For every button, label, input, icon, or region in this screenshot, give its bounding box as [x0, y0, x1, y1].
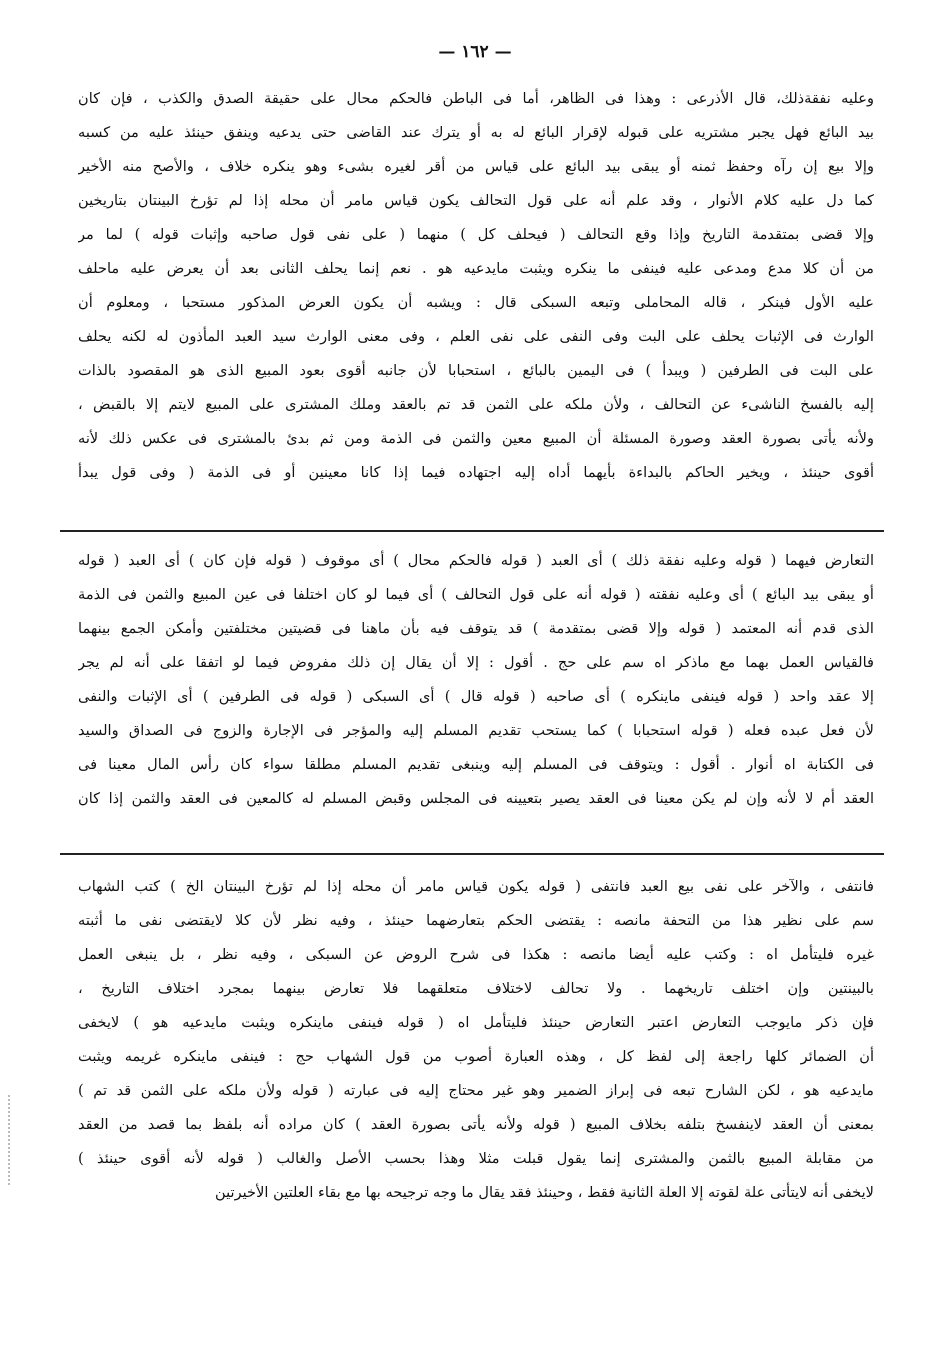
commentary-line: التعارض فيهما ( قوله وعليه نفقة ذلك ) أى العبد ( قوله فالحكم محال ) أى موقوف ( قوله فإن كان ) أى العبد ( قوله: [78, 552, 874, 569]
main-line: على البت فى الطرفين ( ويبدأ ) فى اليمين بالبائع ، استحبابا لأن جانبه أقوى بعود المبيع الذى هو المقصود بالذات: [78, 362, 874, 379]
commentary-line: إلا عقد واحد ( قوله فينفى ماينكره ) أى صاحبه ( قوله قال ) أى السبكى ( قوله فى الطرفين ) أى الإثبات والنفى: [78, 688, 874, 705]
commentary-line: من مقابلة المبيع بالثمن والمشترى إنما يقول قبلت مثلا وهذا بحسب الأصل والغالب ( قوله لأنه أقوى حينئذ ): [78, 1150, 874, 1167]
commentary-line: مايدعيه هو ، لكن الشارح تبعه فى إبراز الضمير وهو غير محتاج إليه فى عبارته ( قوله ولأن ملكه على الثمن قد تم ): [78, 1082, 874, 1099]
main-line: بيد البائع فهل يجبر مشتريه على قبوله لإقرار البائع له به أو يترك عند القاضى حتى يدعيه وينفق حينئذ عليه من كسبه: [78, 124, 874, 141]
commentary-line: لأن فعل عبده فعله ( قوله استحبابا ) كما يستحب تقديم المسلم إليه والمؤجر فى الإجارة والزوج فى الصداق والسيد: [78, 722, 874, 739]
commentary-line: أن الضمائر كلها راجعة إلى لفظ كل ، وهذه العبارة أصوب من قول الشهاب حج : فينفى ماينكره غريمه ويثبت: [78, 1048, 874, 1065]
commentary-line: بمعنى أن العقد لاينفسخ بتلفه بخلاف المبيع ( قوله ولأنه يأتى بصورة العقد ) كان مراده أنه بلفظ بما قصد من العقد: [78, 1116, 874, 1133]
main-line: كما دل عليه كلام الأنوار ، وقد علم أنه على قول التحالف يكون قياس مامر أن محله إذا لم تؤرخ البينتان بتاريخين: [78, 192, 874, 209]
page-number: — ١٦٢ —: [438, 42, 512, 62]
commentary-block-1: [78, 544, 874, 816]
commentary-line: الذى قدم أنه المعتمد ( قوله وإلا قضى بمتقدمة ) قد يتوقف فيه بأن ماهنا فى قضيتين مختلفتين وأمكن الجمع بينهما: [78, 620, 874, 637]
main-line: أقوى حينئذ ، ويخير الحاكم بالبداءة بأيهما أداه إليه اجتهاده فيما إذا كانا معينين أو فى الذمة ( وفى قول يبدأ: [78, 464, 874, 481]
main-line: وعليه نفقةذلك، قال الأذرعى : وهذا فى الظاهر، أما فى الباطن فالحكم محال على حقيقة الصدق والكذب ، فإن كان: [78, 90, 874, 107]
main-line: وإلا قضى بمتقدمة التاريخ وإذا وقع التحالف ( فيحلف كل ) منهما ( على نفى قول صاحبه وإثبات قوله ) لما مر: [78, 226, 874, 243]
commentary-line: لايخفى أنه لايتأتى علة لقوته إلا العلة الثانية فقط ، وحينئذ فقد يقال ما وجه ترجيحه بها مع بقاء العلتين الأخيرتين: [215, 1184, 874, 1201]
commentary-line: بالبينتين وإن اختلف تاريخهما . ولا تحالف لاختلاف متعلقهما فلا تعارض بينهما بمجرد اختلاف التاريخ ،: [78, 980, 874, 997]
main-line: من أن كلا مدع ومدعى عليه فينفى ما ينكره ويثبت مايدعيه هو . نعم إنما يحلف الثانى بعد أن يعرض عليه ماحلف: [78, 260, 874, 277]
scan-edge-mark: [8, 1095, 20, 1185]
commentary-line: أو يبقى بيد البائع ) أى وعليه نفقته ( قوله أنه على قول التحالف ) أى فيما لو كان اختلفا فى عين المبيع والثمن فى الذمة: [78, 586, 874, 603]
commentary-line: العقد أم لا لأنه وإن لم يكن معينا فى العقد يصير بتعيينه فى المجلس وقبض المسلم له كالمعين فى العقد والثمن إذا كان: [78, 790, 874, 807]
commentary-line: فى الكتابة اه أنوار . أقول : ويتوقف فى المسلم إليه وينبغى تقديم المسلم مطلقا سواء كان رأس المال معينا فى: [78, 756, 874, 773]
main-line: إليه بالفسخ الناشىء عن التحالف ، ولأن ملكه على الثمن قد تم بالعقد وملك المشترى على المبيع لايتم إلا بالقبض ،: [78, 396, 874, 413]
commentary-line: فإن ذكر مايوجب التعارض اعتبر التعارض حينئذ فليتأمل اه ( قوله فينفى ماينكره ويثبت مايدعيه هو ) لايخفى: [78, 1014, 874, 1031]
main-text: [78, 82, 874, 490]
commentary-line: فالقياس العمل بهما مع ماذكر اه سم على حج . أقول : إلا أن يقال إن ذلك مفروض فيما لو اتفقا على أنه لم يجر: [78, 654, 874, 671]
main-line: عليه الأول فينكر ، قاله المحاملى وتبعه السبكى قال : ويشبه أن يكون العرض المذكور مستحبا ، ومعلوم أن: [78, 294, 874, 311]
main-line: ولأنه يأتى بصورة العقد وصورة المسئلة أن المبيع معين والثمن فى الذمة ومن ثم بدئ بالمشترى فى عكس ذلك لأنه: [78, 430, 874, 447]
commentary-line: فانتفى ، والآخر على نفى بيع العبد فانتفى ( قوله يكون قياس مامر أن محله إذا لم تؤرخ البينتان الخ ) كتب الشهاب: [78, 878, 874, 895]
commentary-line: غيره فليتأمل اه : وكتب عليه أيضا مانصه : هكذا فى شرح الروض عن السبكى ، وفيه نظر ، بل ينبغى العمل: [78, 946, 874, 963]
section-divider: [60, 530, 884, 532]
section-divider: [60, 853, 884, 855]
main-line: وإلا بيع إن رآه وحفظ ثمنه أو يبقى بيد البائع على قياس من أقر لغيره بشىء وهو ينكره خلاف ، والأصح منه الأخير: [78, 158, 874, 175]
main-line: الوارث فى الإثبات يحلف على البت وفى النفى على نفى العلم ، وفى معنى الوارث سيد العبد المأذون له لكنه يحلف: [78, 328, 874, 345]
commentary-block-2: [78, 870, 874, 1210]
commentary-line: سم على نظير هذا من التحفة مانصه : يقتضى الحكم بتعارضهما حينئذ ، وفيه نظر لأن كلا لايقتضى نفى ما أثبته: [78, 912, 874, 929]
